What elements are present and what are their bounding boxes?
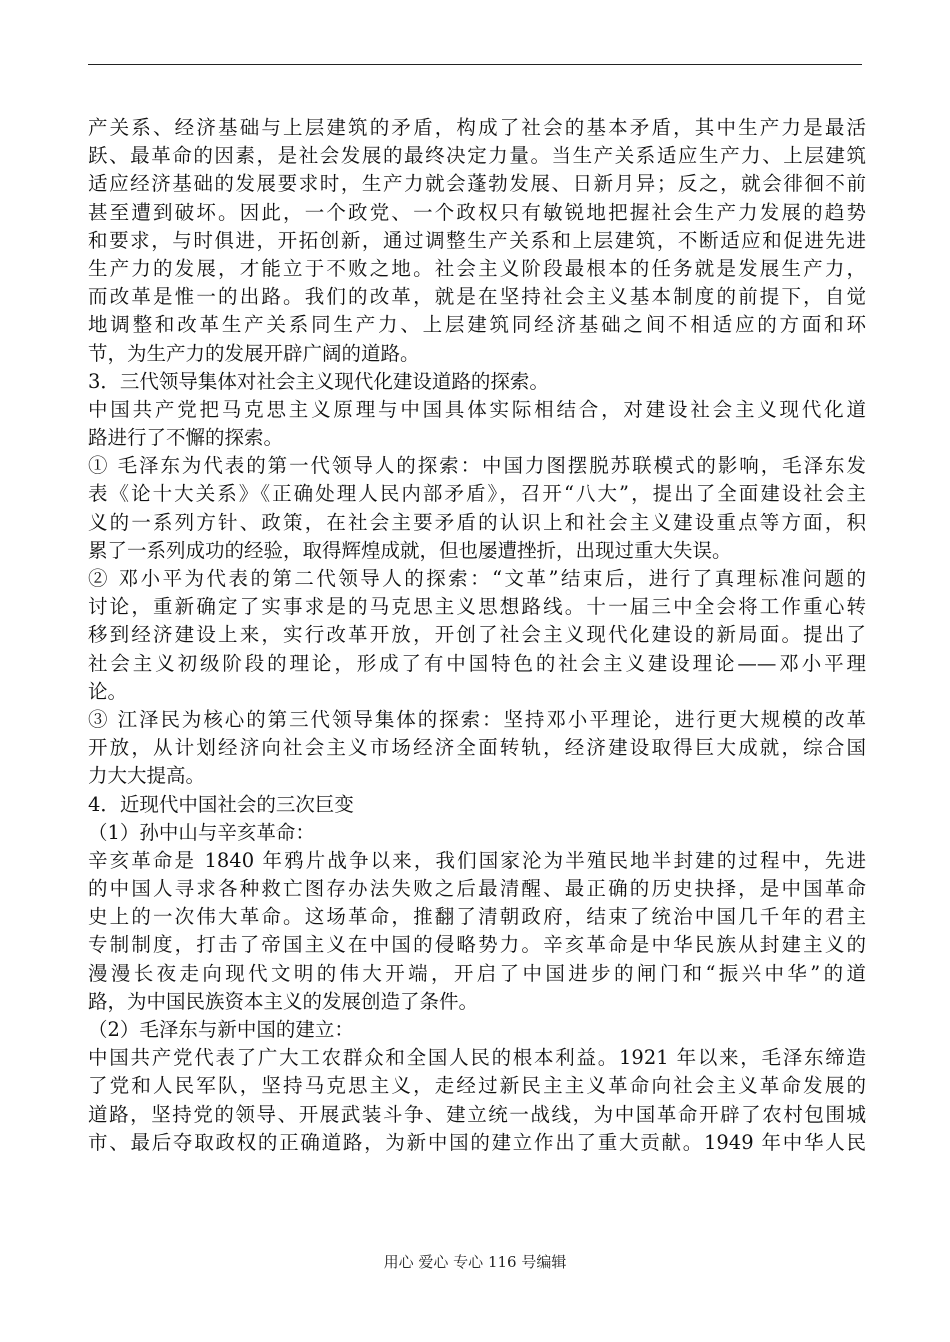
text-line: 移到经济建设上来，实行改革开放，开创了社会主义现代化建设的新局面。提出了: [88, 623, 866, 647]
text-line: 论。: [88, 679, 128, 703]
text-line: 跃、最革命的因素，是社会发展的最终决定力量。当生产关系适应生产力、上层建筑: [88, 144, 866, 168]
header-rule: [88, 64, 862, 65]
text-line: 路，为中国民族资本主义的发展创造了条件。: [88, 989, 479, 1013]
text-line: 义的一系列方针、政策，在社会主要矛盾的认识上和社会主义建设重点等方面，积: [88, 510, 866, 534]
text-line: 路进行了不懈的探索。: [88, 426, 284, 450]
text-line: 适应经济基础的发展要求时，生产力就会蓬勃发展、日新月异；反之，就会徘徊不前: [88, 172, 866, 196]
text-line: 的中国人寻求各种救亡图存办法失败之后最清醒、最正确的历史抉择，是中国革命: [88, 877, 866, 901]
text-line: 4．近现代中国社会的三次巨变: [88, 792, 354, 816]
text-line: 而改革是惟一的出路。我们的改革，就是在坚持社会主义基本制度的前提下，自觉: [88, 285, 866, 309]
text-line: 地调整和改革生产关系同生产力、上层建筑同经济基础之间不相适应的方面和环: [88, 313, 866, 337]
text-line: 市、最后夺取政权的正确道路，为新中国的建立作出了重大贡献。1949 年中华人民: [88, 1130, 866, 1154]
text-line: 中国共产党代表了广大工农群众和全国人民的根本利益。1921 年以来，毛泽东缔造: [88, 1046, 866, 1070]
text-line: ③ 江泽民为核心的第三代领导集体的探索：坚持邓小平理论，进行更大规模的改革: [88, 707, 866, 731]
page-footer: 用心 爱心 专心 116 号编辑: [383, 1253, 567, 1271]
text-line: 了党和人民军队，坚持马克思主义，走经过新民主主义革命向社会主义革命发展的: [88, 1074, 866, 1098]
document-body: [88, 114, 866, 1157]
text-line: 专制制度，打击了帝国主义在中国的侵略势力。辛亥革命是中华民族从封建主义的: [88, 933, 866, 957]
text-line: 生产力的发展，才能立于不败之地。社会主义阶段最根本的任务就是发展生产力，: [88, 256, 866, 280]
text-line: 讨论，重新确定了实事求是的马克思主义思想路线。十一届三中全会将工作重心转: [88, 595, 866, 619]
text-line: （2）毛泽东与新中国的建立：: [88, 1018, 354, 1041]
text-line: 中国共产党把马克思主义原理与中国具体实际相结合，对建设社会主义现代化道: [88, 397, 866, 421]
text-line: 辛亥革命是 1840 年鸦片战争以来，我们国家沦为半殖民地半封建的过程中，先进: [88, 848, 866, 872]
text-line: （1）孙中山与辛亥革命：: [88, 820, 315, 844]
text-line: 史上的一次伟大革命。这场革命，推翻了清朝政府，结束了统治中国几千年的君主: [88, 905, 866, 929]
text-line: ② 邓小平为代表的第二代领导人的探索：“文革”结束后，进行了真理标准问题的: [88, 567, 866, 590]
text-line: 累了一系列成功的经验，取得辉煌成就，但也屡遭挫折，出现过重大失误。: [88, 538, 732, 562]
text-line: 社会主义初级阶段的理论，形成了有中国特色的社会主义建设理论——邓小平理: [88, 651, 866, 675]
text-line: 表《论十大关系》《正确处理人民内部矛盾》，召开“八大”，提出了全面建设社会主: [88, 482, 866, 506]
text-line: 和要求，与时俱进，开拓创新，通过调整生产关系和上层建筑，不断适应和促进先进: [88, 228, 866, 252]
text-line: 产关系、经济基础与上层建筑的矛盾，构成了社会的基本矛盾，其中生产力是最活: [88, 116, 866, 139]
text-line: 漫漫长夜走向现代文明的伟大开端，开启了中国进步的闸门和“振兴中华”的道: [88, 961, 866, 985]
text-line: 甚至遭到破坏。因此，一个政党、一个政权只有敏锐地把握社会生产力发展的趋势: [88, 200, 866, 224]
text-line: 3．三代领导集体对社会主义现代化建设道路的探索。: [88, 369, 549, 393]
text-line: 力大大提高。: [88, 764, 206, 788]
text-line: ① 毛泽东为代表的第一代领导人的探索：中国力图摆脱苏联模式的影响，毛泽东发: [88, 454, 866, 478]
text-line: 道路，坚持党的领导、开展武装斗争、建立统一战线，为中国革命开辟了农村包围城: [88, 1102, 866, 1126]
text-line: 开放，从计划经济向社会主义市场经济全面转轨，经济建设取得巨大成就，综合国: [88, 736, 866, 760]
text-line: 节，为生产力的发展开辟广阔的道路。: [88, 341, 420, 365]
